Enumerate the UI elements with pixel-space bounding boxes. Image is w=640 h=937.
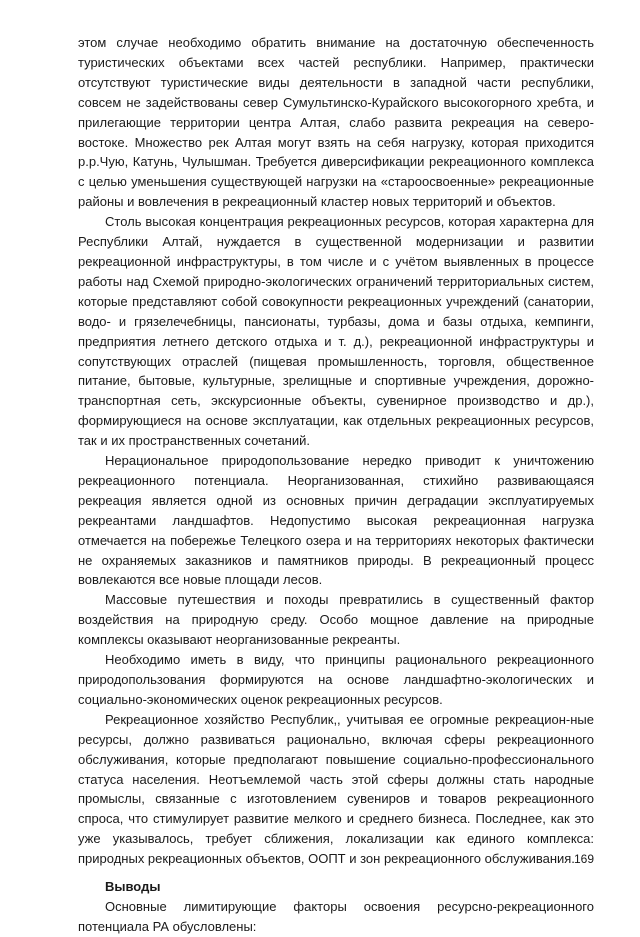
paragraph-resource-concentration: Столь высокая концентрация рекреационных ресурсов, которая характерна для Республики Алтай, нуждается в существенной модернизации и развитии рекреационной инфраструктуры, в том числе и с учётом выявленных в процессе работы над Схемой природно-экологических ограничений территориальных систем, которые представляют собой совокупности рекреационных учреждений (санатории, водо- и грязелечебницы, пансионаты, турбазы, дома и базы отдыха, кемпинги, предприятия летнего детского отдыха и т. д.), рекреационной инфраструктуры и сопутствующих отраслей (пищевая промышленность, торговля, общественное питание, бытовые, культурные, зрелищные и спортивные учреждения, дорожно-транспортная сеть, экскурсионные объекты, сувенирное производство и др.), формирующиеся на основе эксплуатации, как отдельных рекреационных ресурсов, так и их пространственных сочетаний. — [78, 214, 594, 449]
paragraph-principles: Необходимо иметь в виду, что принципы рационального рекреационного природопользования формируются на основе ландшафтно-экологических и социально-экономических оценок рекреационных ресурсов. — [78, 652, 594, 707]
page-number: 169 — [573, 852, 594, 866]
paragraph-continuation: этом случае необходимо обратить внимание на достаточную обеспеченность туристических объектами всех частей республики. Например, практически отсутствуют туристические виды деятельности в западной части республики, совсем не задействованы север Сумультинско-Курайского высокогорного хребта, и прилегающие территории центра Алтая, слабо развита рекреация на северо-востоке. Множество рек Алтая могут взять на себя нагрузку, которая приходится р.р.Чую, Катунь, Чулышман. Требуется диверсификации рекреационного комплекса с целью уменьшения существующей нагрузки на «староосвоенные» рекреационные районы и вовлечения в рекреационный кластер новых территорий и объектов. — [78, 35, 594, 210]
paragraph-recreational-economy: Рекреационное хозяйство Республик,, учитывая ее огромные рекреацион-ные ресурсы, должно развиваться рационально, включая сферы рекреационного обслуживания, которые предполагают повышение социально-профессионального статуса населения. Неотъемлемой часть этой сферы должны стать народные промыслы, связанные с изготовлением сувениров и товаров рекреационного спроса, что стимулирует развитие мелкого и среднего бизнеса. Последнее, как это уже указывалось, требует сближения, локализации как единого комплекса: природных рекреационных объектов, ООПТ и зон рекреационного обслуживания. — [78, 711, 594, 867]
paragraph-mass-travel: Массовые путешествия и походы превратились в существенный фактор воздействия на природную среду. Особо мощное давление на природные комплексы оказывают неорганизованные рекреанты. — [78, 592, 594, 648]
paragraph-conclusions: Основные лимитирующие факторы освоения ресурсно-рекреационного потенциала РА обусловлены: — [78, 898, 594, 934]
document-page — [78, 33, 594, 937]
conclusions-heading: Выводы — [105, 879, 161, 895]
paragraph-irrational-use: Нерациональное природопользование нередко приводит к уничтожению рекреационного потенциала. Неорганизованная, стихийно развивающаяся рекреация является одной из основных причин деградации эксплуатируемых рекреантами ландшафтов. Недопустимо высокая рекреационная нагрузка отмечается на побережье Телецкого озера и на территориях некоторых фактически не охраняемых заказников и памятников природы. В рекреационный процесс вовлекаются все новые площади лесов. — [78, 453, 594, 588]
